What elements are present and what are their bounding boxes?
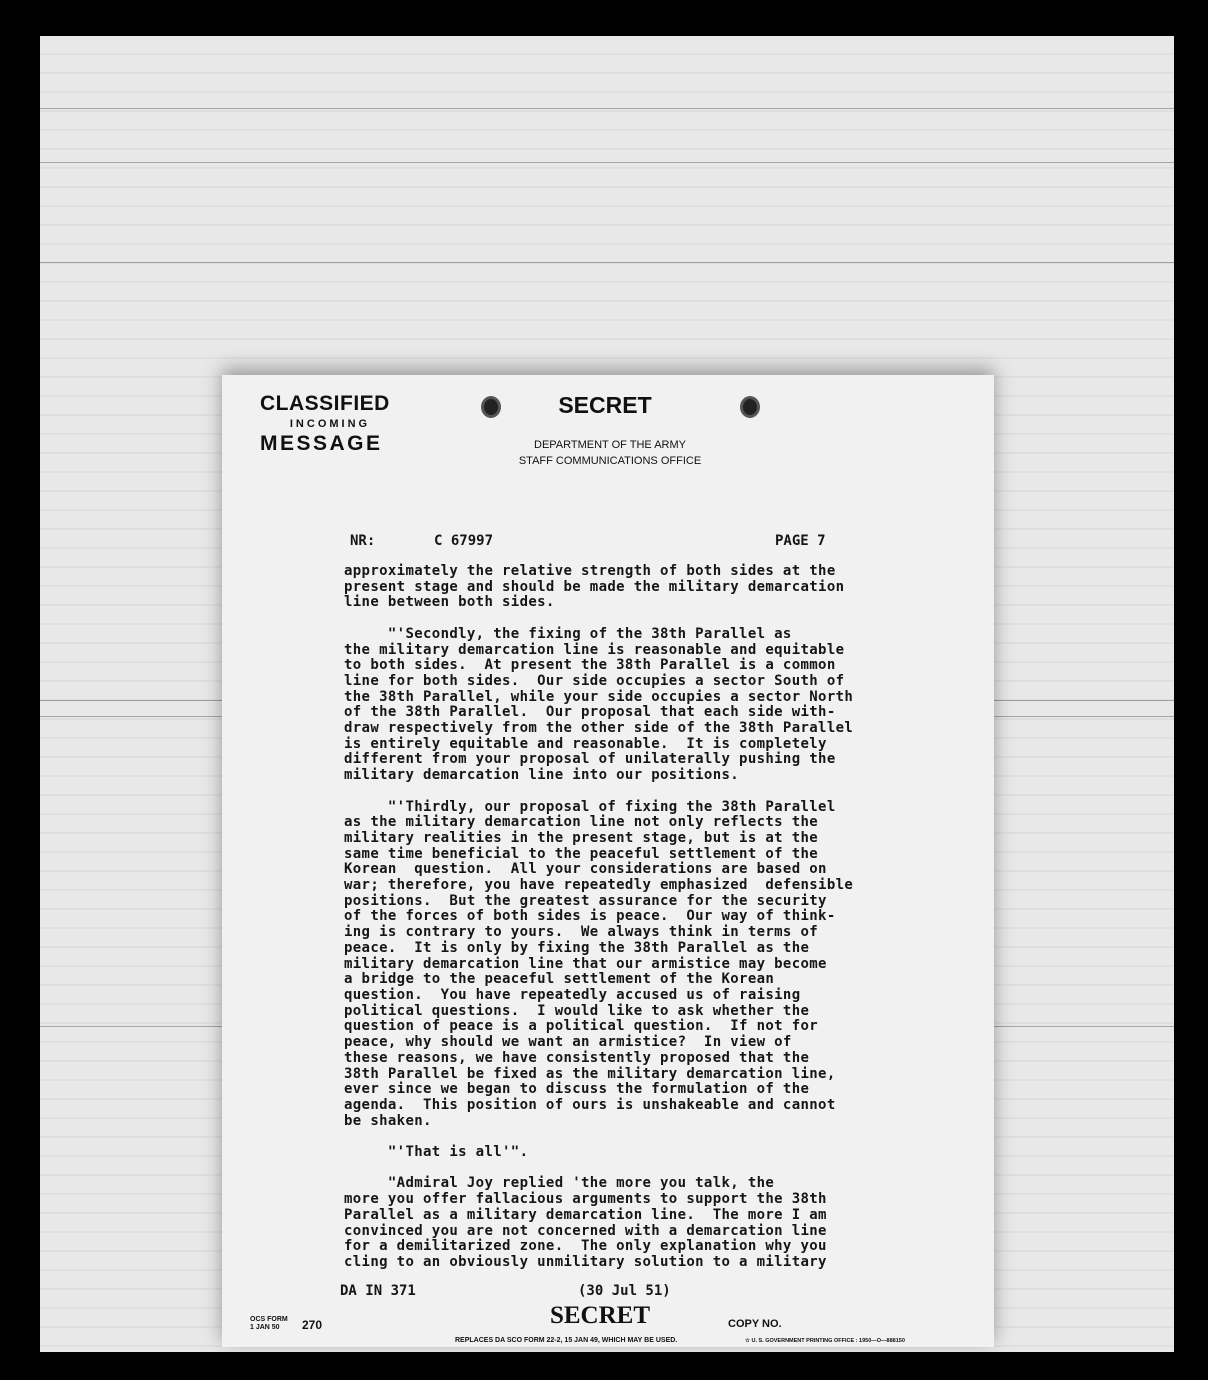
copy-number-label: COPY NO. (728, 1318, 782, 1330)
classified-label: CLASSIFIED (260, 392, 390, 415)
scan-streak (40, 162, 1174, 163)
body-line: a bridge to the peaceful settlement of the Korean (344, 971, 775, 988)
body-line: the military demarcation line is reasonable and equitable (344, 641, 845, 658)
secret-header: SECRET (558, 392, 652, 418)
body-line: agenda. This position of ours is unshakeable and cannot (344, 1096, 836, 1113)
body-line: Korean question. All your considerations are based on (344, 861, 827, 878)
body-line: is entirely equitable and reasonable. It is completely (344, 735, 827, 752)
scan-streak (40, 108, 1174, 109)
body-line: approximately the relative strength of both sides at the (344, 563, 836, 579)
body-line (344, 1129, 924, 1145)
form-id (250, 1316, 288, 1332)
body-line (344, 784, 924, 800)
body-line: be shaken. (344, 1112, 432, 1129)
body-line: more you offer fallacious arguments to support the 38th (344, 1191, 827, 1208)
body-line (344, 611, 924, 627)
body-line: political questions. I would like to ask whether the (344, 1002, 810, 1019)
office-line: STAFF COMMUNICATIONS OFFICE (518, 455, 702, 467)
body-line: peace. It is only by fixing the 38th Parallel as the (344, 939, 810, 956)
body-line: positions. But the greatest assurance for the security (344, 892, 827, 909)
body-line: line for both sides. Our side occupies a sector South of (344, 672, 845, 689)
body-line: different from your proposal of unilaterally pushing the (344, 751, 836, 768)
body-line: military demarcation line that our armistice may become (344, 955, 827, 972)
body-line: for a demilitarized zone. The only explanation why you (344, 1238, 827, 1255)
da-in-reference: DA IN 371 (340, 1283, 416, 1299)
body-line: convinced you are not concerned with a demarcation line (344, 1222, 827, 1239)
classified-incoming-message-label (260, 392, 400, 456)
message-body (344, 564, 924, 1271)
body-line (344, 1161, 924, 1177)
scan-streak (40, 262, 1174, 263)
body-line: as the military demarcation line not only reflects the (344, 814, 819, 831)
department-line: DEPARTMENT OF THE ARMY (534, 439, 686, 451)
body-line: of the 38th Parallel. Our proposal that each side with- (344, 704, 836, 721)
body-line: "'That is all'". (344, 1144, 529, 1161)
body-line: cling to an obviously unmilitary solution to a military (344, 1253, 827, 1270)
body-line: to both sides. At present the 38th Parallel is a common (344, 657, 836, 674)
body-line: ing is contrary to yours. We always think in terms of (344, 924, 819, 941)
replaces-note: REPLACES DA SCO FORM 22-2, 15 JAN 49, WHICH MAY BE USED. (455, 1337, 678, 1344)
printing-office-note: ☆ U. S. GOVERNMENT PRINTING OFFICE : 1950—O—888150 (745, 1338, 905, 1344)
body-line: military demarcation line into our positions. (344, 767, 740, 784)
form-number: 270 (302, 1318, 323, 1332)
message-date: (30 Jul 51) (578, 1283, 671, 1299)
nr-label: NR: (350, 533, 376, 549)
message-label: MESSAGE (260, 432, 383, 455)
nr-value: C 67997 (434, 533, 494, 549)
punch-hole-left (481, 396, 501, 418)
body-line: military realities in the present stage, but is at the (344, 829, 819, 846)
body-line: draw respectively from the other side of the 38th Parallel (344, 720, 854, 737)
department-header (500, 437, 720, 469)
body-line: "Admiral Joy replied 'the more you talk, the (344, 1175, 775, 1192)
body-line: the 38th Parallel, while your side occupies a sector North (344, 688, 854, 705)
body-line: 38th Parallel be fixed as the military demarcation line, (344, 1065, 836, 1082)
form-date: 1 JAN 50 (250, 1324, 280, 1331)
form-label: OCS FORM (250, 1316, 288, 1323)
incoming-label: INCOMING (289, 418, 371, 430)
secret-footer: SECRET (549, 1302, 651, 1329)
body-line: of the forces of both sides is peace. Our way of think- (344, 908, 836, 925)
body-line: question. You have repeatedly accused us of raising (344, 986, 801, 1003)
body-line: question of peace is a political question. If not for (344, 1018, 819, 1035)
body-line: "'Thirdly, our proposal of fixing the 38th Parallel (344, 798, 836, 815)
body-line: Parallel as a military demarcation line. The more I am (344, 1206, 827, 1223)
body-line: "'Secondly, the fixing of the 38th Parallel as (344, 625, 792, 642)
body-line: ever since we began to discuss the formulation of the (344, 1081, 810, 1098)
body-line: present stage and should be made the military demarcation (344, 578, 845, 595)
body-line: same time beneficial to the peaceful settlement of the (344, 845, 819, 862)
body-line: war; therefore, you have repeatedly emphasized defensible (344, 877, 854, 894)
punch-hole-right (740, 396, 760, 418)
body-line: peace, why should we want an armistice? In view of (344, 1034, 792, 1051)
page-number: PAGE 7 (775, 533, 826, 549)
body-line: line between both sides. (344, 594, 555, 611)
body-line: these reasons, we have consistently proposed that the (344, 1049, 810, 1066)
